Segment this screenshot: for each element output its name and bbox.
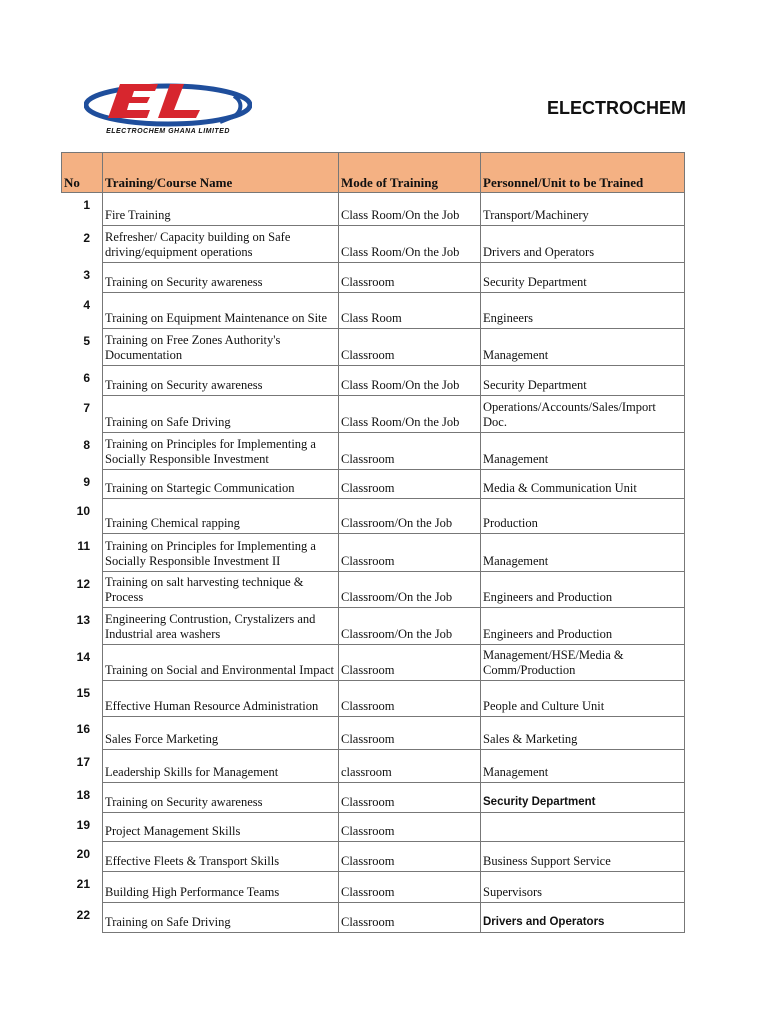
table-row xyxy=(62,717,685,750)
header-no: No xyxy=(62,153,103,193)
table-row xyxy=(62,783,685,813)
course-name-cell: Training Chemical rapping xyxy=(103,499,339,534)
table-row xyxy=(62,329,685,366)
mode-cell: Classroom xyxy=(339,470,481,499)
mode-cell: classroom xyxy=(339,750,481,783)
personnel-cell: Transport/Machinery xyxy=(481,193,685,226)
personnel-cell: Management/HSE/Media & Comm/Production xyxy=(481,645,685,681)
mode-cell: Classroom/On the Job xyxy=(339,608,481,645)
personnel-cell: Production xyxy=(481,499,685,534)
mode-cell: Classroom xyxy=(339,842,481,872)
mode-cell: Class Room/On the Job xyxy=(339,366,481,396)
personnel-cell: Engineers xyxy=(481,293,685,329)
mode-cell: Classroom xyxy=(339,783,481,813)
table-row xyxy=(62,193,685,226)
personnel-cell: Sales & Marketing xyxy=(481,717,685,750)
personnel-cell: Media & Communication Unit xyxy=(481,470,685,499)
personnel-cell: Security Department xyxy=(481,783,685,813)
mode-cell: Classroom xyxy=(339,872,481,903)
row-number: 14 xyxy=(76,649,90,664)
table-row xyxy=(62,366,685,396)
table-row xyxy=(62,608,685,645)
course-name-cell: Training on Security awareness xyxy=(103,783,339,813)
table-header-row xyxy=(62,153,685,193)
table-row xyxy=(62,572,685,608)
row-number: 7 xyxy=(83,400,90,415)
header-mode: Mode of Training xyxy=(339,153,481,193)
mode-cell: Classroom xyxy=(339,263,481,293)
personnel-cell: Management xyxy=(481,329,685,366)
table-row xyxy=(62,396,685,433)
table-row xyxy=(62,813,685,842)
course-name-cell: Training on Security awareness xyxy=(103,366,339,396)
row-number: 2 xyxy=(83,230,90,245)
course-name-cell: Training on Principles for Implementing a Socially Responsible Investment xyxy=(103,433,339,470)
table-body xyxy=(62,193,685,933)
course-name-cell: Training on Safe Driving xyxy=(103,903,339,933)
row-number: 19 xyxy=(76,817,90,832)
personnel-cell: People and Culture Unit xyxy=(481,681,685,717)
personnel-cell: Engineers and Production xyxy=(481,572,685,608)
course-name-cell: Leadership Skills for Management xyxy=(103,750,339,783)
row-number: 11 xyxy=(77,538,90,553)
mode-cell: Classroom xyxy=(339,534,481,572)
table-row xyxy=(62,433,685,470)
row-number: 12 xyxy=(76,576,90,591)
logo-text: ELECTROCHEM GHANA LIMITED xyxy=(106,128,230,135)
mode-cell: Classroom xyxy=(339,645,481,681)
course-name-cell: Project Management Skills xyxy=(103,813,339,842)
mode-cell: Classroom xyxy=(339,717,481,750)
personnel-cell: Security Department xyxy=(481,366,685,396)
course-name-cell: Training on Social and Environmental Impact xyxy=(103,645,339,681)
row-number: 21 xyxy=(76,876,90,891)
mode-cell: Class Room/On the Job xyxy=(339,226,481,263)
row-number: 3 xyxy=(83,267,90,282)
course-name-cell: Training on Free Zones Authority's Documentation xyxy=(103,329,339,366)
row-number: 18 xyxy=(76,787,90,802)
row-number: 9 xyxy=(83,474,90,489)
mode-cell: Classroom/On the Job xyxy=(339,499,481,534)
mode-cell: Classroom xyxy=(339,433,481,470)
course-name-cell: Training on Startegic Communication xyxy=(103,470,339,499)
row-number: 10 xyxy=(76,503,90,518)
table-row xyxy=(62,750,685,783)
course-name-cell: Fire Training xyxy=(103,193,339,226)
course-name-cell: Effective Human Resource Administration xyxy=(103,681,339,717)
table-row xyxy=(62,681,685,717)
table-row xyxy=(62,263,685,293)
table-row xyxy=(62,470,685,499)
table-row xyxy=(62,499,685,534)
header-personnel: Personnel/Unit to be Trained xyxy=(481,153,685,193)
personnel-cell: Business Support Service xyxy=(481,842,685,872)
row-number: 8 xyxy=(83,437,90,452)
row-number: 5 xyxy=(83,333,90,348)
company-logo xyxy=(84,78,252,150)
course-name-cell: Sales Force Marketing xyxy=(103,717,339,750)
personnel-cell: Management xyxy=(481,433,685,470)
header-course: Training/Course Name xyxy=(103,153,339,193)
personnel-cell: Supervisors xyxy=(481,872,685,903)
personnel-cell: Engineers and Production xyxy=(481,608,685,645)
row-number: 6 xyxy=(83,370,90,385)
row-number: 16 xyxy=(76,721,90,736)
row-number: 17 xyxy=(76,754,90,769)
mode-cell: Classroom xyxy=(339,903,481,933)
table-row xyxy=(62,534,685,572)
personnel-cell xyxy=(481,813,685,842)
row-number: 1 xyxy=(83,198,90,212)
row-number: 20 xyxy=(76,846,90,861)
mode-cell: Class Room xyxy=(339,293,481,329)
course-name-cell: Refresher/ Capacity building on Safe driving/equipment operations xyxy=(103,226,339,263)
row-number: 4 xyxy=(83,297,90,312)
course-name-cell: Training on salt harvesting technique & Process xyxy=(103,572,339,608)
document-title: ELECTROCHEM xyxy=(547,98,686,118)
mode-cell: Class Room/On the Job xyxy=(339,193,481,226)
mode-cell: Classroom xyxy=(339,813,481,842)
table-row xyxy=(62,226,685,263)
table-row xyxy=(62,872,685,903)
personnel-cell: Management xyxy=(481,750,685,783)
training-table xyxy=(61,152,685,933)
personnel-cell: Drivers and Operators xyxy=(481,226,685,263)
mode-cell: Class Room/On the Job xyxy=(339,396,481,433)
table-row xyxy=(62,645,685,681)
course-name-cell: Training on Safe Driving xyxy=(103,396,339,433)
course-name-cell: Engineering Contrustion, Crystalizers and Industrial area washers xyxy=(103,608,339,645)
personnel-cell: Drivers and Operators xyxy=(481,903,685,933)
course-name-cell: Building High Performance Teams xyxy=(103,872,339,903)
row-number: 22 xyxy=(76,907,90,922)
course-name-cell: Training on Security awareness xyxy=(103,263,339,293)
course-name-cell: Training on Principles for Implementing a Socially Responsible Investment II xyxy=(103,534,339,572)
mode-cell: Classroom/On the Job xyxy=(339,572,481,608)
personnel-cell: Management xyxy=(481,534,685,572)
personnel-cell: Operations/Accounts/Sales/Import Doc. xyxy=(481,396,685,433)
course-name-cell: Training on Equipment Maintenance on Site xyxy=(103,293,339,329)
course-name-cell: Effective Fleets & Transport Skills xyxy=(103,842,339,872)
row-number: 15 xyxy=(76,685,90,700)
table-row xyxy=(62,903,685,933)
table-row xyxy=(62,842,685,872)
personnel-cell: Security Department xyxy=(481,263,685,293)
mode-cell: Classroom xyxy=(339,681,481,717)
mode-cell: Classroom xyxy=(339,329,481,366)
logo-emblem xyxy=(84,78,252,128)
table-row xyxy=(62,293,685,329)
row-number: 13 xyxy=(76,612,90,627)
